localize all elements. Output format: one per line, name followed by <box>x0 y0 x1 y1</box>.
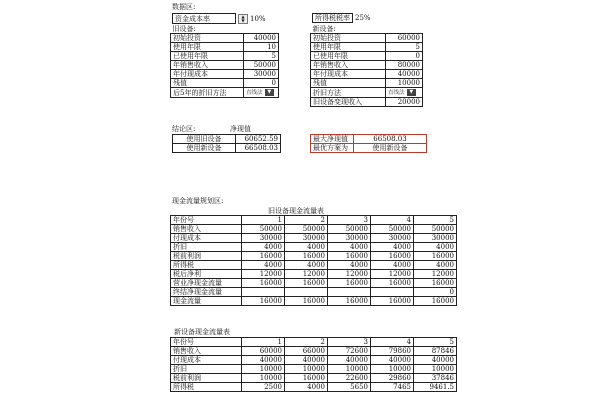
depreciation-method-select[interactable]: 直线法 <box>388 90 405 96</box>
old-cashflow-title: 旧设备现金流量表 <box>268 207 324 215</box>
max-npv-label: 最大净现值 <box>311 135 354 144</box>
equipment-row <box>171 34 279 43</box>
data-section-title: 数据区: <box>172 3 196 11</box>
table-row <box>171 383 457 392</box>
table-cell[interactable]: 16000 <box>414 252 457 261</box>
conclusion-title: 结论区: <box>172 125 196 133</box>
row-label[interactable]: 现金流量 <box>171 297 242 306</box>
table-cell[interactable]: 50000 <box>414 225 457 234</box>
table-cell[interactable]: 66000 <box>285 347 328 356</box>
row-label[interactable]: 销售收入 <box>171 347 242 356</box>
table-cell[interactable] <box>285 288 328 297</box>
equipment-row <box>171 79 279 88</box>
table-cell[interactable]: 30000 <box>242 234 285 243</box>
dropdown-arrow-icon[interactable]: ▼ <box>265 89 274 96</box>
table-cell[interactable]: 16000 <box>242 252 285 261</box>
old-cashflow-table <box>170 215 457 306</box>
table-cell[interactable]: 12000 <box>242 270 285 279</box>
dropdown-arrow-icon[interactable]: ▼ <box>407 89 416 96</box>
table-cell[interactable]: 79860 <box>371 347 414 356</box>
param-label: 已使用年限 <box>171 52 244 61</box>
table-cell[interactable]: 10000 <box>242 365 285 374</box>
tax-rate-label: 所得税税率 <box>313 14 353 23</box>
row-label[interactable]: 税前利润 <box>171 252 242 261</box>
table-cell[interactable]: 2500 <box>242 383 285 392</box>
table-cell[interactable]: 16000 <box>242 279 285 288</box>
equipment-row <box>311 98 423 107</box>
equipment-row <box>311 70 423 79</box>
table-cell[interactable]: 50000 <box>328 225 371 234</box>
table-row <box>171 225 457 234</box>
table-cell[interactable]: 12000 <box>328 270 371 279</box>
param-label: 已使用年限 <box>311 52 386 61</box>
param-label: 使用年限 <box>311 43 386 52</box>
param-value[interactable]: 60000 <box>386 34 423 43</box>
equipment-row <box>311 34 423 43</box>
table-cell[interactable] <box>242 288 285 297</box>
table-cell[interactable]: 10000 <box>285 365 328 374</box>
table-cell[interactable]: 12000 <box>371 270 414 279</box>
param-value[interactable]: 5 <box>386 43 423 52</box>
table-cell[interactable]: 4000 <box>285 261 328 270</box>
param-label: 残值 <box>171 79 244 88</box>
param-value[interactable] <box>244 88 279 98</box>
table-cell[interactable]: 9461.5 <box>414 383 457 392</box>
new-option-npv: 66508.03 <box>236 144 281 153</box>
table-cell[interactable]: 30000 <box>285 234 328 243</box>
header-cell: 1 <box>242 216 285 225</box>
table-cell[interactable]: 4000 <box>242 261 285 270</box>
table-cell[interactable]: 16000 <box>285 374 328 383</box>
table-cell[interactable]: 10000 <box>328 365 371 374</box>
row-label[interactable]: 付现成本 <box>171 234 242 243</box>
equipment-row <box>171 70 279 79</box>
header-cell: 2 <box>285 338 328 347</box>
param-label: 年付现成本 <box>311 70 386 79</box>
header-cell: 年份号 <box>171 338 242 347</box>
param-label: 使用年限 <box>171 43 244 52</box>
best-option-label: 最优方案为 <box>311 144 354 153</box>
table-cell[interactable]: 30000 <box>414 234 457 243</box>
equipment-row <box>311 52 423 61</box>
table-cell[interactable]: 16000 <box>242 297 285 306</box>
equipment-row <box>311 43 423 52</box>
table-cell[interactable]: 4000 <box>285 383 328 392</box>
header-cell: 4 <box>371 338 414 347</box>
table-row <box>171 252 457 261</box>
param-value[interactable]: 10 <box>244 43 279 52</box>
table-cell[interactable]: 29860 <box>371 374 414 383</box>
table-cell[interactable]: 30000 <box>328 234 371 243</box>
new-cashflow-title: 新设备现金流量表 <box>174 328 230 336</box>
table-cell[interactable]: 10000 <box>371 365 414 374</box>
table-cell[interactable]: 16000 <box>414 279 457 288</box>
param-value[interactable]: 80000 <box>386 61 423 70</box>
param-value[interactable] <box>386 88 423 98</box>
equipment-row <box>171 61 279 70</box>
table-cell[interactable]: 4000 <box>414 261 457 270</box>
param-value[interactable]: 40000 <box>244 34 279 43</box>
equipment-row <box>311 88 423 98</box>
table-cell[interactable]: 30000 <box>371 234 414 243</box>
table-cell[interactable]: 40000 <box>328 356 371 365</box>
param-label: 残值 <box>311 79 386 88</box>
equipment-row <box>311 79 423 88</box>
old-equipment-table <box>170 25 279 98</box>
table-cell[interactable]: 4000 <box>328 243 371 252</box>
table-cell[interactable]: 16000 <box>371 297 414 306</box>
table-cell[interactable]: 40000 <box>285 356 328 365</box>
table-cell[interactable]: 50000 <box>242 225 285 234</box>
param-value[interactable]: 50000 <box>244 61 279 70</box>
param-value[interactable]: 20000 <box>386 98 423 107</box>
table-cell[interactable]: 22600 <box>328 374 371 383</box>
table-cell[interactable]: 10000 <box>414 365 457 374</box>
table-row <box>171 234 457 243</box>
param-label: 年付现成本 <box>171 70 244 79</box>
table-row <box>171 365 457 374</box>
table-cell[interactable]: 12000 <box>285 270 328 279</box>
table-cell[interactable]: 0 <box>414 288 457 297</box>
capital-cost-label: 资金成本率 <box>173 14 236 24</box>
table-row <box>171 297 457 306</box>
table-cell[interactable]: 16000 <box>328 279 371 288</box>
header-cell: 年份号 <box>171 216 242 225</box>
cashflow-section-title: 现金流量规划区: <box>172 197 224 205</box>
table-cell[interactable]: 40000 <box>414 356 457 365</box>
old-equipment-title: 旧设备: <box>172 25 196 33</box>
equipment-row <box>171 52 279 61</box>
max-npv-value: 66508.03 <box>354 135 427 144</box>
table-cell[interactable]: 16000 <box>285 252 328 261</box>
capital-cost-cell[interactable] <box>236 14 268 24</box>
table-cell[interactable]: 16000 <box>285 279 328 288</box>
param-value[interactable]: 10000 <box>386 79 423 88</box>
row-label[interactable]: 税前利润 <box>171 374 242 383</box>
table-cell[interactable]: 50000 <box>371 225 414 234</box>
table-header-row <box>171 338 457 347</box>
param-label: 初始投资 <box>171 34 244 43</box>
header-cell: 1 <box>242 338 285 347</box>
equipment-row <box>171 43 279 52</box>
table-cell[interactable]: 16000 <box>371 252 414 261</box>
param-label: 旧设备变现收入 <box>311 98 386 107</box>
param-value[interactable]: 40000 <box>386 70 423 79</box>
param-value[interactable]: 5 <box>244 52 279 61</box>
table-cell[interactable]: 40000 <box>242 356 285 365</box>
header-cell: 3 <box>328 216 371 225</box>
table-cell[interactable]: 4000 <box>414 243 457 252</box>
table-row <box>171 243 457 252</box>
new-equipment-table <box>310 25 423 107</box>
old-option-npv: 60652.59 <box>236 135 281 144</box>
table-row <box>171 288 457 297</box>
table-cell[interactable]: 7465 <box>371 383 414 392</box>
table-row <box>171 279 457 288</box>
row-label[interactable]: 终结净现金流量 <box>171 288 242 297</box>
header-cell: 3 <box>328 338 371 347</box>
new-equipment-title: 新设备: <box>312 25 336 33</box>
param-label: 年销售收入 <box>311 61 386 70</box>
table-cell[interactable]: 4000 <box>242 243 285 252</box>
table-row <box>171 356 457 365</box>
row-label[interactable]: 折旧 <box>171 365 242 374</box>
new-option-label: 使用新设备 <box>173 144 236 153</box>
table-cell[interactable]: 4000 <box>371 243 414 252</box>
row-label[interactable]: 销售收入 <box>171 225 242 234</box>
table-cell[interactable]: 4000 <box>328 261 371 270</box>
header-cell: 5 <box>414 216 457 225</box>
table-cell[interactable]: 16000 <box>414 297 457 306</box>
tax-rate-table <box>312 13 383 23</box>
table-cell[interactable]: 16000 <box>328 252 371 261</box>
new-cashflow-table <box>170 337 457 392</box>
param-value[interactable]: 30000 <box>244 70 279 79</box>
table-cell[interactable]: 10000 <box>242 374 285 383</box>
npv-header: 净现值 <box>230 125 251 133</box>
spinner-icon[interactable]: ▲ ▼ <box>238 14 248 24</box>
row-label[interactable]: 税后净利 <box>171 270 242 279</box>
header-cell: 4 <box>371 216 414 225</box>
table-cell[interactable]: 16000 <box>371 279 414 288</box>
table-cell[interactable]: 50000 <box>285 225 328 234</box>
param-label: 初始投资 <box>311 34 386 43</box>
depreciation-method-select[interactable]: 直线法 <box>246 90 263 96</box>
row-label[interactable]: 所得税 <box>171 261 242 270</box>
row-label[interactable]: 折旧 <box>171 243 242 252</box>
capital-cost-value: 10% <box>250 14 266 23</box>
row-label[interactable]: 付现成本 <box>171 356 242 365</box>
table-cell[interactable]: 37846 <box>414 374 457 383</box>
header-cell: 5 <box>414 338 457 347</box>
table-cell[interactable]: 87846 <box>414 347 457 356</box>
table-cell[interactable] <box>371 288 414 297</box>
old-option-label: 使用旧设备 <box>173 135 236 144</box>
table-cell[interactable]: 12000 <box>414 270 457 279</box>
table-row <box>171 261 457 270</box>
table-header-row <box>171 216 457 225</box>
tax-rate-value[interactable]: 25% <box>355 14 371 22</box>
table-row <box>171 270 457 279</box>
table-cell[interactable]: 5650 <box>328 383 371 392</box>
best-option-value: 使用新设备 <box>354 144 427 153</box>
equipment-row <box>171 88 279 98</box>
table-cell[interactable]: 4000 <box>285 243 328 252</box>
table-cell[interactable]: 16000 <box>328 297 371 306</box>
row-label[interactable]: 营业净现金流量 <box>171 279 242 288</box>
param-label: 后5年的折旧方法 <box>171 88 244 98</box>
equipment-row <box>311 61 423 70</box>
param-value[interactable]: 0 <box>244 79 279 88</box>
conclusion-table <box>172 134 281 153</box>
table-cell[interactable]: 40000 <box>371 356 414 365</box>
capital-cost-table <box>172 13 268 24</box>
row-label[interactable]: 所得税 <box>171 383 242 392</box>
result-table <box>310 134 427 153</box>
table-cell[interactable] <box>328 288 371 297</box>
table-cell[interactable]: 72600 <box>328 347 371 356</box>
table-cell[interactable]: 4000 <box>371 261 414 270</box>
table-row <box>171 347 457 356</box>
param-label: 年销售收入 <box>171 61 244 70</box>
table-cell[interactable]: 16000 <box>285 297 328 306</box>
header-cell: 2 <box>285 216 328 225</box>
param-label: 折旧方法 <box>311 88 386 98</box>
table-cell[interactable]: 60000 <box>242 347 285 356</box>
param-value[interactable]: 0 <box>386 52 423 61</box>
table-row <box>171 374 457 383</box>
